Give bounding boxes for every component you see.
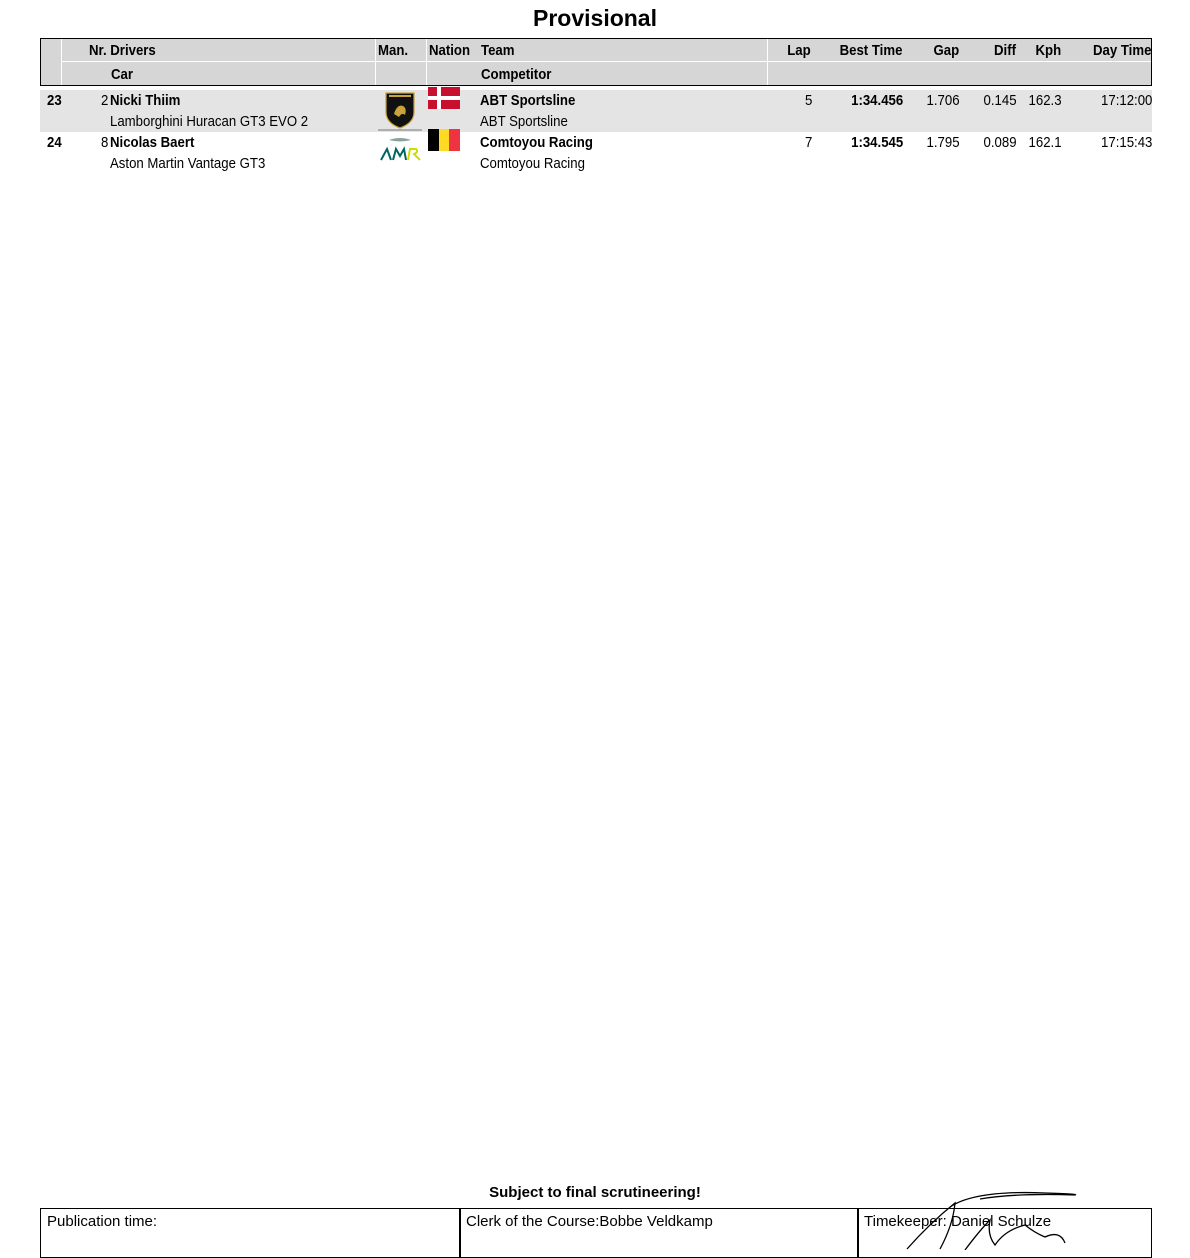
table-header — [40, 38, 1152, 86]
publication-time-label: Publication time: — [47, 1213, 158, 1230]
team-name: Comtoyou Racing — [480, 134, 593, 151]
denmark-flag-icon — [428, 87, 460, 109]
gap: 1.706 — [926, 92, 960, 109]
kph: 162.1 — [1028, 134, 1062, 151]
header-day-time: Day Time — [1092, 42, 1151, 59]
lamborghini-logo-icon — [375, 90, 425, 132]
best-time: 1:34.456 — [850, 92, 903, 109]
table-row — [40, 132, 1152, 174]
publication-time-box — [40, 1208, 461, 1258]
table-row — [40, 90, 1152, 132]
header-man: Man. — [378, 42, 409, 59]
header-diff: Diff — [994, 42, 1016, 59]
header-nr-drivers: Nr. Drivers — [89, 42, 156, 59]
header-nation: Nation — [429, 42, 471, 59]
header-best-time: Best Time — [839, 42, 902, 59]
best-time: 1:34.545 — [850, 134, 903, 151]
position: 23 — [47, 92, 62, 109]
timekeeper-label: Timekeeper: Daniel Schulze — [864, 1213, 1052, 1230]
clerk-box — [459, 1208, 859, 1258]
clerk-label: Clerk of the Course:Bobbe Veldkamp — [466, 1213, 713, 1230]
competitor-name: ABT Sportsline — [480, 113, 568, 130]
aston-martin-amr-logo-icon — [378, 137, 424, 163]
driver-name: Nicolas Baert — [110, 134, 195, 151]
car-number: 8 — [100, 134, 108, 151]
kph: 162.3 — [1028, 92, 1062, 109]
team-name: ABT Sportsline — [480, 92, 576, 109]
header-team: Team — [481, 42, 515, 59]
header-competitor: Competitor — [481, 66, 552, 83]
header-car: Car — [111, 66, 134, 83]
header-lap: Lap — [787, 42, 811, 59]
day-time: 17:12:00 — [1100, 92, 1152, 109]
day-time: 17:15:43 — [1100, 134, 1152, 151]
car-model: Lamborghini Huracan GT3 EVO 2 — [110, 113, 309, 130]
competitor-name: Comtoyou Racing — [480, 155, 585, 172]
scrutineering-note: Subject to final scrutineering! — [489, 1184, 701, 1201]
gap: 1.795 — [926, 134, 960, 151]
diff: 0.145 — [983, 92, 1017, 109]
car-model: Aston Martin Vantage GT3 — [110, 155, 266, 172]
belgium-flag-icon — [428, 129, 460, 151]
driver-name: Nicki Thiim — [110, 92, 181, 109]
header-kph: Kph — [1035, 42, 1061, 59]
car-number: 2 — [100, 92, 108, 109]
position: 24 — [47, 134, 62, 151]
header-gap: Gap — [933, 42, 959, 59]
lap: 5 — [804, 92, 812, 109]
lap: 7 — [804, 134, 812, 151]
signature-icon — [895, 1185, 1095, 1250]
page-title: Provisional — [533, 5, 657, 31]
diff: 0.089 — [983, 134, 1017, 151]
